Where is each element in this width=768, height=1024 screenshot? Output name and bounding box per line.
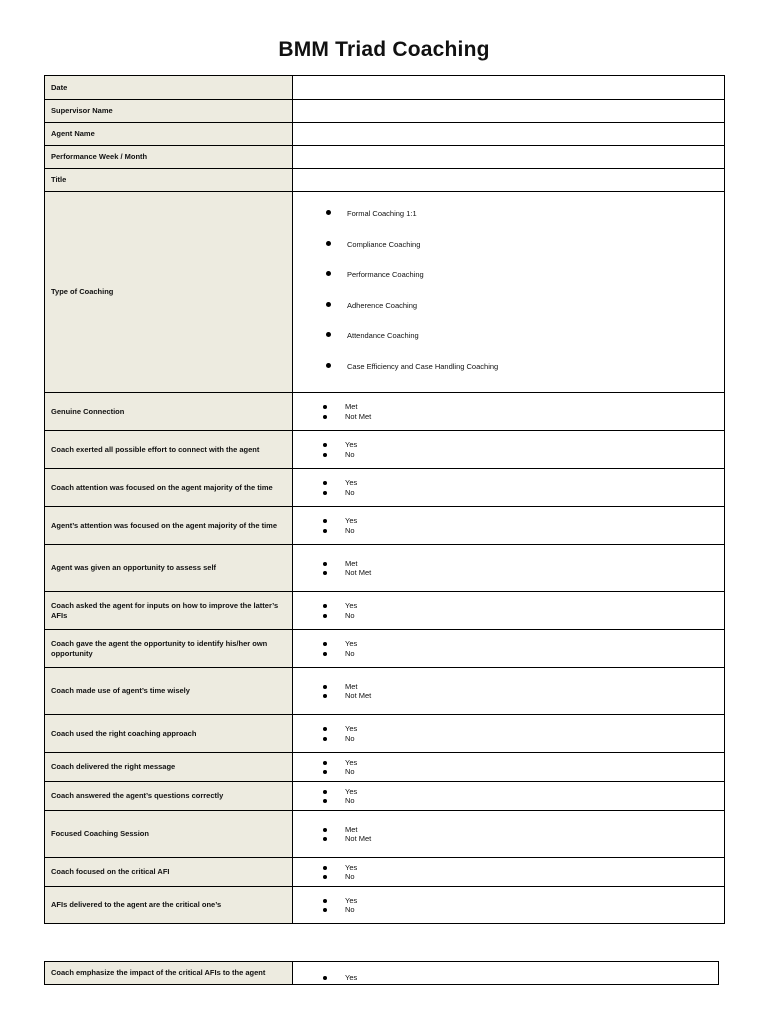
option-list: [293, 787, 724, 806]
criteria-row: [45, 668, 725, 715]
field-label-performance-week-month: Performance Week / Month: [45, 146, 293, 169]
option-no[interactable]: No: [323, 611, 724, 621]
criteria-label: Coach focused on the critical AFI: [45, 858, 293, 887]
option-met[interactable]: Met: [323, 825, 724, 835]
criteria-label: Genuine Connection: [45, 393, 293, 431]
option-yes[interactable]: Yes: [323, 724, 724, 734]
criteria-options: [293, 782, 725, 811]
field-label-type-of-coaching: Type of Coaching: [45, 192, 293, 393]
field-input-supervisor-name[interactable]: [293, 100, 725, 123]
criteria-options: [293, 592, 725, 630]
coaching-form-table: [44, 75, 725, 924]
option-list: [293, 896, 724, 915]
option-yes[interactable]: Yes: [323, 516, 724, 526]
option-no[interactable]: No: [323, 872, 724, 882]
option-yes[interactable]: Yes: [323, 639, 724, 649]
criteria-options: [293, 393, 725, 431]
field-label-title: Title: [45, 169, 293, 192]
option-list: [293, 601, 724, 620]
criteria-label: Focused Coaching Session: [45, 811, 293, 858]
coaching-type-option-compliance[interactable]: Compliance Coaching: [326, 240, 724, 271]
option-yes[interactable]: Yes: [323, 973, 718, 983]
option-list: [293, 825, 724, 844]
form-row: [45, 169, 725, 192]
criteria-options: [293, 630, 725, 668]
option-not-met[interactable]: Not Met: [323, 834, 724, 844]
criteria-row: [45, 507, 725, 545]
coaching-type-option-case-efficiency[interactable]: Case Efficiency and Case Handling Coaching: [326, 362, 724, 393]
option-list: [293, 516, 724, 535]
criteria-label: Agent’s attention was focused on the agent majority of the time: [45, 507, 293, 545]
option-yes[interactable]: Yes: [323, 896, 724, 906]
option-yes[interactable]: Yes: [323, 601, 724, 611]
form-row: [45, 146, 725, 169]
criteria-label: Agent was given an opportunity to assess self: [45, 545, 293, 592]
field-label-date: Date: [45, 76, 293, 100]
field-input-performance-week-month[interactable]: [293, 146, 725, 169]
field-input-date[interactable]: [293, 76, 725, 100]
field-input-agent-name[interactable]: [293, 123, 725, 146]
option-met[interactable]: Met: [323, 559, 724, 569]
criteria-row: [45, 715, 725, 753]
option-no[interactable]: No: [323, 488, 724, 498]
document-title: BMM Triad Coaching: [278, 38, 490, 61]
criteria-label: Coach answered the agent’s questions correctly: [45, 782, 293, 811]
criteria-label: Coach asked the agent for inputs on how to improve the latter’s AFIs: [45, 592, 293, 630]
option-list: [293, 559, 724, 578]
option-no[interactable]: No: [323, 734, 724, 744]
coaching-type-option-adherence[interactable]: Adherence Coaching: [326, 301, 724, 332]
criteria-row: [45, 753, 725, 782]
criteria-row: [45, 592, 725, 630]
criteria-options: [293, 887, 725, 924]
form-row: [45, 123, 725, 146]
coaching-type-list: [293, 209, 724, 392]
criteria-row: [45, 431, 725, 469]
field-label-agent-name: Agent Name: [45, 123, 293, 146]
option-no[interactable]: No: [323, 796, 724, 806]
option-list: [293, 639, 724, 658]
criteria-label: Coach delivered the right message: [45, 753, 293, 782]
criteria-options: [293, 811, 725, 858]
option-list: [293, 478, 724, 497]
criteria-options: [293, 668, 725, 715]
criteria-row: [45, 782, 725, 811]
coaching-type-option-formal[interactable]: Formal Coaching 1:1: [326, 209, 724, 240]
option-not-met[interactable]: Not Met: [323, 691, 724, 701]
criteria-options: [293, 431, 725, 469]
criteria-label: Coach exerted all possible effort to connect with the agent: [45, 431, 293, 469]
option-not-met[interactable]: Not Met: [323, 412, 724, 422]
option-yes[interactable]: Yes: [323, 440, 724, 450]
criteria-options: [293, 715, 725, 753]
criteria-label: Coach attention was focused on the agent majority of the time: [45, 469, 293, 507]
criteria-options: [293, 545, 725, 592]
option-no[interactable]: No: [323, 649, 724, 659]
form-row: [45, 76, 725, 100]
criteria-row: [45, 962, 719, 985]
option-yes[interactable]: Yes: [323, 478, 724, 488]
option-list: [293, 973, 718, 983]
criteria-label: AFIs delivered to the agent are the critical one’s: [45, 887, 293, 924]
option-list: [293, 724, 724, 743]
criteria-label: Coach gave the agent the opportunity to identify his/her own opportunity: [45, 630, 293, 668]
criteria-row: [45, 393, 725, 431]
option-yes[interactable]: Yes: [323, 758, 724, 768]
coaching-type-options: [293, 192, 725, 393]
criteria-row: [45, 858, 725, 887]
criteria-options: [293, 507, 725, 545]
criteria-label: Coach made use of agent’s time wisely: [45, 668, 293, 715]
option-no[interactable]: No: [323, 526, 724, 536]
option-list: [293, 863, 724, 882]
field-label-supervisor-name: Supervisor Name: [45, 100, 293, 123]
option-list: [293, 402, 724, 421]
criteria-row: [45, 469, 725, 507]
criteria-row: [45, 887, 725, 924]
option-no[interactable]: No: [323, 767, 724, 777]
option-not-met[interactable]: Not Met: [323, 568, 724, 578]
option-met[interactable]: Met: [323, 682, 724, 692]
option-no[interactable]: No: [323, 905, 724, 915]
criteria-options: [293, 469, 725, 507]
option-met[interactable]: Met: [323, 402, 724, 412]
criteria-row: [45, 811, 725, 858]
coaching-type-option-performance[interactable]: Performance Coaching: [326, 270, 724, 301]
option-list: [293, 440, 724, 459]
criteria-label: Coach emphasize the impact of the critical AFIs to the agent: [45, 962, 293, 985]
form-row-type-of-coaching: [45, 192, 725, 393]
option-yes[interactable]: Yes: [323, 787, 724, 797]
form-row: [45, 100, 725, 123]
criteria-label: Coach used the right coaching approach: [45, 715, 293, 753]
option-yes[interactable]: Yes: [323, 863, 724, 873]
option-no[interactable]: No: [323, 450, 724, 460]
coaching-form-continuation-table: [44, 961, 719, 985]
criteria-options: [293, 753, 725, 782]
criteria-options: [293, 962, 719, 985]
option-list: [293, 758, 724, 777]
coaching-type-option-attendance[interactable]: Attendance Coaching: [326, 331, 724, 362]
option-list: [293, 682, 724, 701]
criteria-row: [45, 630, 725, 668]
criteria-options: [293, 858, 725, 887]
criteria-row: [45, 545, 725, 592]
field-input-title[interactable]: [293, 169, 725, 192]
